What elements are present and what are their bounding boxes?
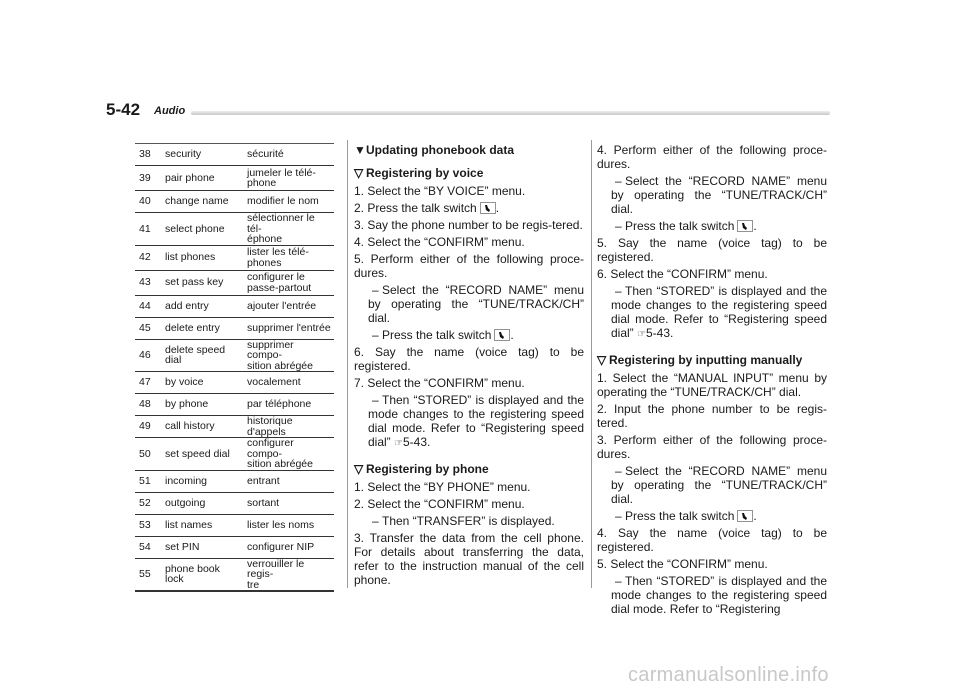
open-triangle-icon: ▽ <box>354 462 364 476</box>
table-cell: 53 <box>135 514 162 536</box>
table-cell: set pass key <box>162 270 244 295</box>
step: 5. Perform either of the following proce-dures. <box>354 252 584 280</box>
table-cell: 43 <box>135 270 162 295</box>
substep: – Press the talk switch . <box>372 328 514 342</box>
table-cell: 49 <box>135 416 162 438</box>
column-divider <box>347 140 348 588</box>
step: 1. Select the “MANUAL INPUT” menu by operating the “TUNE/TRACK/CH” dial. <box>597 371 827 399</box>
column-3 <box>597 143 827 619</box>
table-row <box>135 514 334 536</box>
header-rule <box>191 111 830 115</box>
table-row <box>135 245 334 270</box>
table-cell: lister les noms <box>244 514 334 536</box>
table-row <box>135 295 334 317</box>
watermark: carmanualsonline.info <box>628 664 829 686</box>
table-cell: 45 <box>135 317 162 339</box>
table-row <box>135 166 334 191</box>
table-row <box>135 144 334 166</box>
table-cell: lister les télé- phones <box>244 245 334 270</box>
table-row <box>135 213 334 246</box>
table-cell: historique d'appels <box>244 416 334 438</box>
substep: – Then “STORED” is displayed and the mode changes to the registering speed dial mode. Refer to “Registering <box>611 574 827 616</box>
table-cell: vocalement <box>244 372 334 394</box>
reference-icon: ☞ <box>637 329 646 340</box>
reference-icon: ☞ <box>394 438 403 449</box>
step: 1. Select the “BY PHONE” menu. <box>354 480 531 494</box>
table-cell: delete speed dial <box>162 339 244 372</box>
column-2 <box>354 143 584 590</box>
table-cell: 54 <box>135 536 162 558</box>
substep: – Select the “RECORD NAME” menu by operating the “TUNE/TRACK/CH” dial. <box>611 174 827 216</box>
table-cell: 46 <box>135 339 162 372</box>
talk-switch-icon <box>737 220 753 232</box>
step: 4. Say the name (voice tag) to be registered. <box>597 526 827 554</box>
open-triangle-icon: ▽ <box>354 166 364 180</box>
subheading-phone: ▽ Registering by phone <box>354 462 489 476</box>
table-cell: 47 <box>135 372 162 394</box>
table-row <box>135 558 334 591</box>
table-row <box>135 470 334 492</box>
table-cell: call history <box>162 416 244 438</box>
talk-switch-icon <box>737 510 753 522</box>
substep: – Press the talk switch . <box>615 509 757 523</box>
subheading-voice: ▽ Registering by voice <box>354 166 484 180</box>
page-reference: 5-43. <box>403 435 431 449</box>
table-cell: 44 <box>135 295 162 317</box>
table-row <box>135 536 334 558</box>
subheading-manual: ▽ Registering by inputting manually <box>597 353 803 367</box>
step: 5. Select the “CONFIRM” menu. <box>597 557 768 571</box>
table-cell: 39 <box>135 166 162 191</box>
page-reference: 5-43. <box>646 326 674 340</box>
table-row <box>135 339 334 372</box>
step: 6. Select the “CONFIRM” menu. <box>597 267 768 281</box>
table-cell: 42 <box>135 245 162 270</box>
table-cell: configurer le passe-partout <box>244 270 334 295</box>
talk-switch-icon <box>480 202 496 214</box>
table-cell: 38 <box>135 144 162 166</box>
table-cell: by voice <box>162 372 244 394</box>
table-row <box>135 372 334 394</box>
table-cell: 50 <box>135 438 162 471</box>
table-cell: list names <box>162 514 244 536</box>
section-title: Audio <box>154 105 186 117</box>
table-cell: pair phone <box>162 166 244 191</box>
table-cell: 52 <box>135 492 162 514</box>
table-cell: sortant <box>244 492 334 514</box>
substep: – Then “STORED” is displayed and the mode changes to the registering speed dial mode. Refer to “Registering speed dial” ☞5-43. <box>368 393 584 449</box>
table-cell: by phone <box>162 394 244 416</box>
table-cell: verrouiller le regis- tre <box>244 558 334 591</box>
table-cell: modifier le nom <box>244 191 334 213</box>
table-cell: entrant <box>244 470 334 492</box>
step: 4. Select the “CONFIRM” menu. <box>354 235 525 249</box>
table-cell: sélectionner le tél- éphone <box>244 213 334 246</box>
table-row <box>135 416 334 438</box>
table-cell: supprimer compo- sition abrégée <box>244 339 334 372</box>
table-row <box>135 438 334 471</box>
voice-command-table <box>135 143 334 592</box>
table-cell: sécurité <box>244 144 334 166</box>
table-cell: jumeler le télé- phone <box>244 166 334 191</box>
step: 3. Transfer the data from the cell phone. For details about transferring the data, refer to the instruction manual of the cell phone. <box>354 531 584 587</box>
filled-triangle-icon: ▼ <box>354 143 366 157</box>
step: 6. Say the name (voice tag) to be registered. <box>354 345 584 373</box>
table-cell: 55 <box>135 558 162 591</box>
step: 5. Say the name (voice tag) to be registered. <box>597 236 827 264</box>
table-cell: change name <box>162 191 244 213</box>
table-row <box>135 191 334 213</box>
table-cell: 48 <box>135 394 162 416</box>
substep: – Then “TRANSFER” is displayed. <box>372 514 555 528</box>
table-cell: 40 <box>135 191 162 213</box>
table-cell: par téléphone <box>244 394 334 416</box>
section-heading: ▼Updating phonebook data <box>354 143 514 157</box>
step: 3. Perform either of the following proce-dures. <box>597 433 827 461</box>
table-row <box>135 270 334 295</box>
table-cell: 41 <box>135 213 162 246</box>
open-triangle-icon: ▽ <box>597 353 607 367</box>
table-cell: select phone <box>162 213 244 246</box>
table-cell: phone book lock <box>162 558 244 591</box>
talk-switch-icon <box>494 329 510 341</box>
table-cell: set PIN <box>162 536 244 558</box>
table-cell: set speed dial <box>162 438 244 471</box>
table-cell: list phones <box>162 245 244 270</box>
step: 4. Perform either of the following proce-dures. <box>597 143 827 171</box>
table-cell: outgoing <box>162 492 244 514</box>
step: 2. Input the phone number to be regis-tered. <box>597 402 827 430</box>
table-cell: delete entry <box>162 317 244 339</box>
table-cell: configurer NIP <box>244 536 334 558</box>
table-cell: security <box>162 144 244 166</box>
page-number: 5-42 <box>106 100 141 119</box>
table-cell: supprimer l'entrée <box>244 317 334 339</box>
substep: – Then “STORED” is displayed and the mode changes to the registering speed dial mode. Refer to “Registering speed dial” ☞5-43. <box>611 284 827 340</box>
column-divider <box>591 140 592 588</box>
table-row <box>135 317 334 339</box>
step: 2. Select the “CONFIRM” menu. <box>354 497 525 511</box>
substep: – Select the “RECORD NAME” menu by operating the “TUNE/TRACK/CH” dial. <box>611 464 827 506</box>
table-cell: incoming <box>162 470 244 492</box>
table-cell: 51 <box>135 470 162 492</box>
page-header <box>106 100 830 122</box>
table-row <box>135 394 334 416</box>
table-cell: configurer compo- sition abrégée <box>244 438 334 471</box>
substep: – Press the talk switch . <box>615 219 757 233</box>
table-cell: ajouter l'entrée <box>244 295 334 317</box>
table-cell: add entry <box>162 295 244 317</box>
substep: – Select the “RECORD NAME” menu by operating the “TUNE/TRACK/CH” dial. <box>368 283 584 325</box>
table-row <box>135 492 334 514</box>
step: 3. Say the phone number to be regis-tered. <box>354 218 583 232</box>
step: 2. Press the talk switch . <box>354 201 500 215</box>
step: 1. Select the “BY VOICE” menu. <box>354 184 526 198</box>
step: 7. Select the “CONFIRM” menu. <box>354 376 525 390</box>
